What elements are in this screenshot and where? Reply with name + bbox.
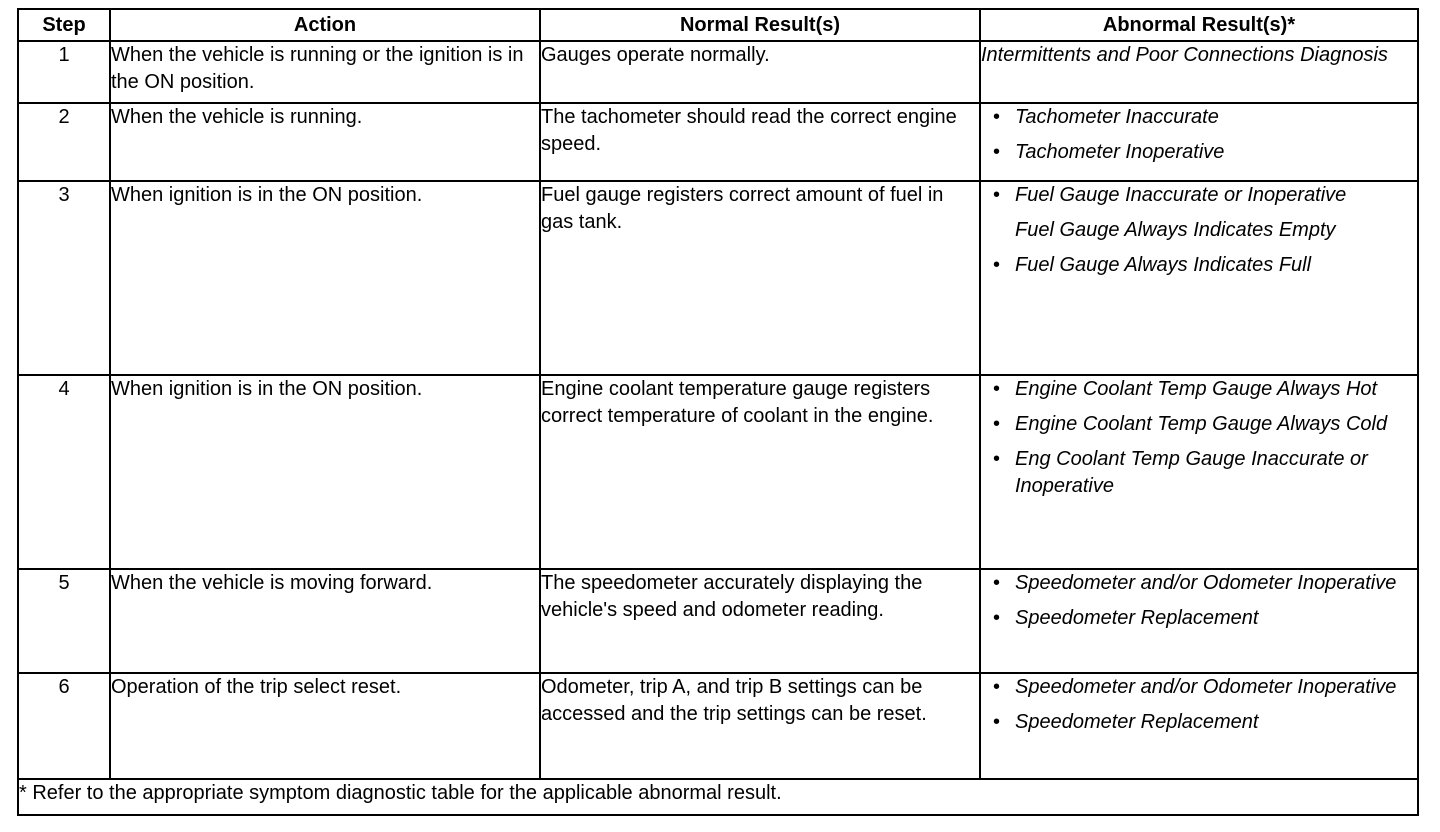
abnormal-result-list <box>981 104 1417 166</box>
header-step: Step <box>18 9 110 41</box>
abnormal-result-list <box>981 570 1417 632</box>
abnormal-result-item: • Fuel Gauge Inaccurate or Inoperative <box>981 182 1417 209</box>
abnormal-result-item: • Speedometer and/or Odometer Inoperative <box>981 674 1417 701</box>
abnormal-result-item: • Fuel Gauge Always Indicates Full <box>981 252 1417 279</box>
abnormal-result-item: • Speedometer Replacement <box>981 605 1417 632</box>
abnormal-result-item: • Engine Coolant Temp Gauge Always Hot <box>981 376 1417 403</box>
step-number: 4 <box>18 375 110 569</box>
abnormal-result-item: • Speedometer and/or Odometer Inoperative <box>981 570 1417 597</box>
table-row <box>18 41 1418 103</box>
table-row <box>18 181 1418 375</box>
table-row <box>18 569 1418 673</box>
abnormal-result-list <box>981 674 1417 736</box>
action-cell: Operation of the trip select reset. <box>110 673 540 779</box>
abnormal-result-item: • Eng Coolant Temp Gauge Inaccurate or Inoperative <box>981 446 1417 500</box>
abnormal-result-list <box>981 182 1417 279</box>
abnormal-result-text: Intermittents and Poor Connections Diagnosis <box>981 44 1388 66</box>
abnormal-result-cell <box>980 103 1418 181</box>
abnormal-result-cell <box>980 181 1418 375</box>
step-number: 2 <box>18 103 110 181</box>
header-normal-results: Normal Result(s) <box>540 9 980 41</box>
abnormal-result-list <box>981 376 1417 500</box>
step-number: 1 <box>18 41 110 103</box>
action-cell: When ignition is in the ON position. <box>110 181 540 375</box>
abnormal-result-item: • Engine Coolant Temp Gauge Always Cold <box>981 411 1417 438</box>
normal-result-cell: Engine coolant temperature gauge registers correct temperature of coolant in the engine. <box>540 375 980 569</box>
normal-result-cell: The tachometer should read the correct engine speed. <box>540 103 980 181</box>
normal-result-cell: Odometer, trip A, and trip B settings can be accessed and the trip settings can be reset. <box>540 673 980 779</box>
abnormal-result-cell <box>980 569 1418 673</box>
abnormal-result-item: • Speedometer Replacement <box>981 709 1417 736</box>
header-abnormal-results: Abnormal Result(s)* <box>980 9 1418 41</box>
abnormal-result-item: Fuel Gauge Always Indicates Empty <box>1015 219 1336 241</box>
step-number: 6 <box>18 673 110 779</box>
table-row <box>18 673 1418 779</box>
table-row <box>18 375 1418 569</box>
step-number: 3 <box>18 181 110 375</box>
footnote: * Refer to the appropriate symptom diagnostic table for the applicable abnormal result. <box>18 779 1418 815</box>
footnote-row <box>18 779 1418 815</box>
header-action: Action <box>110 9 540 41</box>
normal-result-cell: Gauges operate normally. <box>540 41 980 103</box>
abnormal-result-cell <box>980 41 1418 103</box>
step-number: 5 <box>18 569 110 673</box>
action-cell: When the vehicle is running or the ignition is in the ON position. <box>110 41 540 103</box>
diagnostic-table <box>17 8 1419 816</box>
abnormal-result-cell <box>980 375 1418 569</box>
abnormal-result-cell <box>980 673 1418 779</box>
action-cell: When the vehicle is moving forward. <box>110 569 540 673</box>
header-row <box>18 9 1418 41</box>
normal-result-cell: The speedometer accurately displaying the vehicle's speed and odometer reading. <box>540 569 980 673</box>
abnormal-result-item: • Tachometer Inaccurate <box>981 104 1417 131</box>
action-cell: When the vehicle is running. <box>110 103 540 181</box>
action-cell: When ignition is in the ON position. <box>110 375 540 569</box>
normal-result-cell: Fuel gauge registers correct amount of fuel in gas tank. <box>540 181 980 375</box>
table-row <box>18 103 1418 181</box>
abnormal-result-item: • Tachometer Inoperative <box>981 139 1417 166</box>
